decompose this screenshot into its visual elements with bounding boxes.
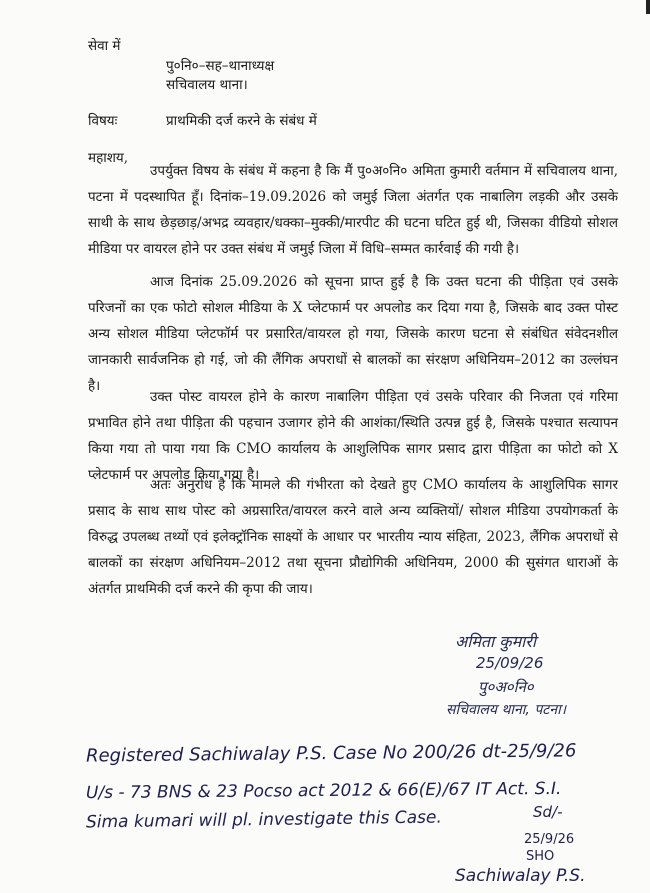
page-edge-mark [646, 0, 650, 14]
signature-name: अमिता कुमारी [455, 632, 536, 651]
subject-label: विषयः [88, 113, 118, 129]
sho-designation: SHO [526, 849, 555, 864]
recipient-station: सचिवालय थाना। [166, 77, 248, 93]
recipient-designation: पु०नि०–सह–थानाध्यक्ष [166, 58, 275, 74]
sho-initials: Sd/- [533, 803, 563, 821]
signature-rank: पु०अ०नि० [478, 678, 534, 696]
body-paragraph-3: उक्त पोस्ट वायरल होने के कारण नाबालिग पीड़िता एवं उसके परिवार की निजता एवं गरिमा प्रभावित होने तथा पीड़िता की पहचान उजागर होने की आशंका/स्थिति उत्पन्न हुई है, जिसके पश्चात सत्यापन किया गया तो पाया गया कि CMO कार्यालय के आशुलिपिक सागर प्रसाद द्वारा पीड़िता का फोटो को X प्लेटफार्म पर अपलोड किया गया है। [88, 389, 618, 483]
signature-station: सचिवालय थाना, पटना। [446, 702, 567, 718]
sho-date: 25/9/26 [524, 832, 575, 847]
endorsement-line-3: Sima kumari will pl. investigate this Case. [85, 807, 442, 833]
body-paragraph-4: अतः अनुरोध है कि मामले की गंभीरता को देखते हुए CMO कार्यालय के आशुलिपिक सागर प्रसाद के साथ साथ पोस्ट को अग्रसारित/वायरल करने वाले अन्य व्यक्तियों/ सोशल मीडिया उपयोगकर्ता के विरुद्ध उपलब्ध तथ्यों एवं इलेक्ट्रॉनिक साक्ष्यों के आधार पर भारतीय न्याय संहिता, 2023, लैंगिक अपराधों से बालकों का संरक्षण अधिनियम–2012 तथा सूचना प्रौद्योगिकी अधिनियम, 2000 की सुसंगत धाराओं के अंतर्गत प्राथमिकी दर्ज करने की कृपा की जाय। [88, 477, 618, 597]
body-paragraph-2: आज दिनांक 25.09.2026 को सूचना प्राप्त हुई है कि उक्त घटना की पीड़िता एवं उसके परिजनों का एक फोटो सोशल मीडिया के X प्लेटफार्म पर अपलोड कर दिया गया है, जिसके बाद उक्त पोस्ट अन्य सोशल मीडिया प्लेटफॉर्म पर प्रसारित/वायरल हो गया, जिसके कारण घटना से संबंधित संवेदनशील जानकारी सार्वजनिक हो गई, जो की लैंगिक अपराधों से बालकों का संरक्षण अधिनियम–2012 का उल्लंघन है। [88, 274, 618, 394]
salutation: महाशय, [88, 150, 129, 166]
address-to: सेवा में [88, 38, 121, 54]
endorsement-line-1: Registered Sachiwalay P.S. Case No 200/26 dt-25/9/26 [85, 740, 577, 767]
signature-date: 25/09/26 [476, 654, 544, 672]
body-paragraph-1: उपर्युक्त विषय के संबंध में कहना है कि मैं पु०अ०नि० अमिता कुमारी वर्तमान में सचिवालय थाना, पटना में पदस्थापित हूँ। दिनांक–19.09.2026 को जमुई जिला अंतर्गत एक नाबालिग लड़की और उसके साथी के साथ छेड़छाड़/अभद्र व्यवहार/धक्का–मुक्की/मारपीट की घटना घटित हुई थी, जिसका वीडियो सोशल मीडिया पर वायरल होने पर उक्त संबंध में जमुई जिला में विधि–सम्मत कार्रवाई की गयी है। [88, 163, 618, 257]
subject-text: प्राथमिकी दर्ज करने के संबंध में [166, 113, 317, 129]
sho-station: Sachiwalay P.S. [455, 866, 586, 886]
endorsement-line-2: U/s - 73 BNS & 23 Pocso act 2012 & 66(E)/67 IT Act. S.I. [85, 778, 562, 804]
